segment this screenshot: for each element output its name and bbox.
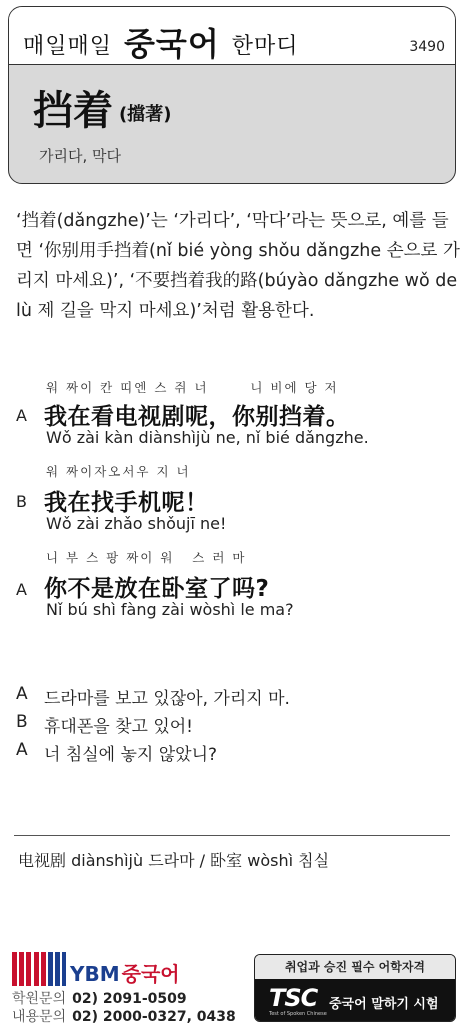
translation-text: 너 침실에 놓지 않았니? bbox=[44, 745, 218, 765]
speaker-label: A bbox=[16, 406, 27, 425]
headword-traditional: (擋著) bbox=[119, 104, 172, 125]
explanation-line: ‘挡着(dǎngzhe)’는 ‘가리다’, ‘막다’라는 뜻으로, 예를 들 bbox=[16, 211, 449, 231]
speaker-label: B bbox=[16, 492, 27, 511]
korean-pronunciation: 워 짜이자오서우 지 너 bbox=[46, 464, 191, 479]
series-title bbox=[23, 17, 299, 63]
ybm-ad[interactable] bbox=[12, 952, 242, 1027]
tsc-logo: TSC bbox=[269, 984, 318, 1012]
chinese-text: 你不是放在卧室了吗? bbox=[44, 576, 270, 602]
divider bbox=[14, 835, 450, 836]
ybm-brand bbox=[70, 958, 180, 987]
chinese-sentence bbox=[44, 398, 350, 431]
series-big: 중국어 bbox=[124, 25, 220, 63]
contact-academy bbox=[12, 988, 187, 1008]
explanation-line: 면 ‘你别用手挡着(nǐ bié yòng shǒu dǎngzhe 손으로 가 bbox=[16, 241, 460, 261]
series-bar bbox=[9, 7, 455, 65]
chinese-text: 。 bbox=[326, 404, 350, 430]
series-right: 한마디 bbox=[231, 34, 299, 59]
speaker-label: A bbox=[16, 740, 28, 760]
tsc-logo-sub: Test of Spoken Chinese bbox=[269, 1011, 327, 1017]
korean-pronunciation: 니 부 스 팡 짜이 워 스 러 마 bbox=[46, 550, 247, 565]
korean-pronunciation: 워 짜이 칸 띠엔 스 쥐 너 니 비에 당 저 bbox=[46, 380, 339, 395]
translation-text: 휴대폰을 찾고 있어! bbox=[44, 717, 193, 737]
speaker-label: A bbox=[16, 580, 27, 599]
chinese-sentence bbox=[44, 484, 209, 517]
vocabulary: 电视剧 diànshìjù 드라마 / 卧室 wòshì 침실 bbox=[18, 851, 330, 870]
tsc-ad[interactable] bbox=[254, 954, 456, 1022]
chinese-sentence bbox=[44, 570, 269, 603]
explanation bbox=[16, 206, 460, 326]
headword-simplified: 挡着 bbox=[33, 88, 113, 134]
contact-content bbox=[12, 1006, 236, 1026]
pinyin: Wǒ zài kàn diànshìjù ne, nǐ bié dǎngzhe. bbox=[46, 428, 369, 447]
issue-number: 3490 bbox=[409, 39, 445, 55]
explanation-line: 리지 마세요)’, ‘不要挡着我的路(búyào dǎngzhe wǒ de bbox=[16, 271, 458, 291]
pinyin: Nǐ bú shì fàng zài wòshì le ma? bbox=[46, 600, 294, 619]
tsc-tagline: 취업과 승진 필수 어학자격 bbox=[255, 955, 455, 979]
tsc-description: 중국어 말하기 시험 bbox=[329, 997, 439, 1012]
tsc-banner bbox=[255, 979, 455, 1022]
header-box bbox=[8, 6, 456, 184]
chinese-emphasis: 挡着 bbox=[279, 404, 326, 430]
ybm-brand-kr: 중국어 bbox=[121, 962, 180, 986]
contact-number: 02) 2000-0327, 0438 bbox=[72, 1009, 236, 1025]
speaker-label: B bbox=[16, 712, 28, 732]
ybm-logo-icon bbox=[12, 952, 66, 986]
contact-label: 학원문의 bbox=[12, 991, 67, 1007]
explanation-line: lù 제 길을 막지 마세요)’처럼 활용한다. bbox=[16, 301, 315, 321]
speaker-label: A bbox=[16, 684, 28, 704]
contact-label: 내용문의 bbox=[12, 1009, 67, 1025]
pinyin: Wǒ zài zhǎo shǒujī ne! bbox=[46, 514, 227, 533]
ybm-brand-en: YBM bbox=[70, 962, 120, 986]
contact-number: 02) 2091-0509 bbox=[72, 991, 187, 1007]
translation-text: 드라마를 보고 있잖아, 가리지 마. bbox=[44, 689, 290, 709]
series-left: 매일매일 bbox=[23, 34, 113, 59]
chinese-text: 我在看电视剧呢，你别 bbox=[44, 404, 279, 430]
headword-meaning: 가리다, 막다 bbox=[39, 147, 121, 165]
headword bbox=[33, 79, 171, 136]
chinese-text: 我在找手机呢！ bbox=[44, 490, 209, 516]
